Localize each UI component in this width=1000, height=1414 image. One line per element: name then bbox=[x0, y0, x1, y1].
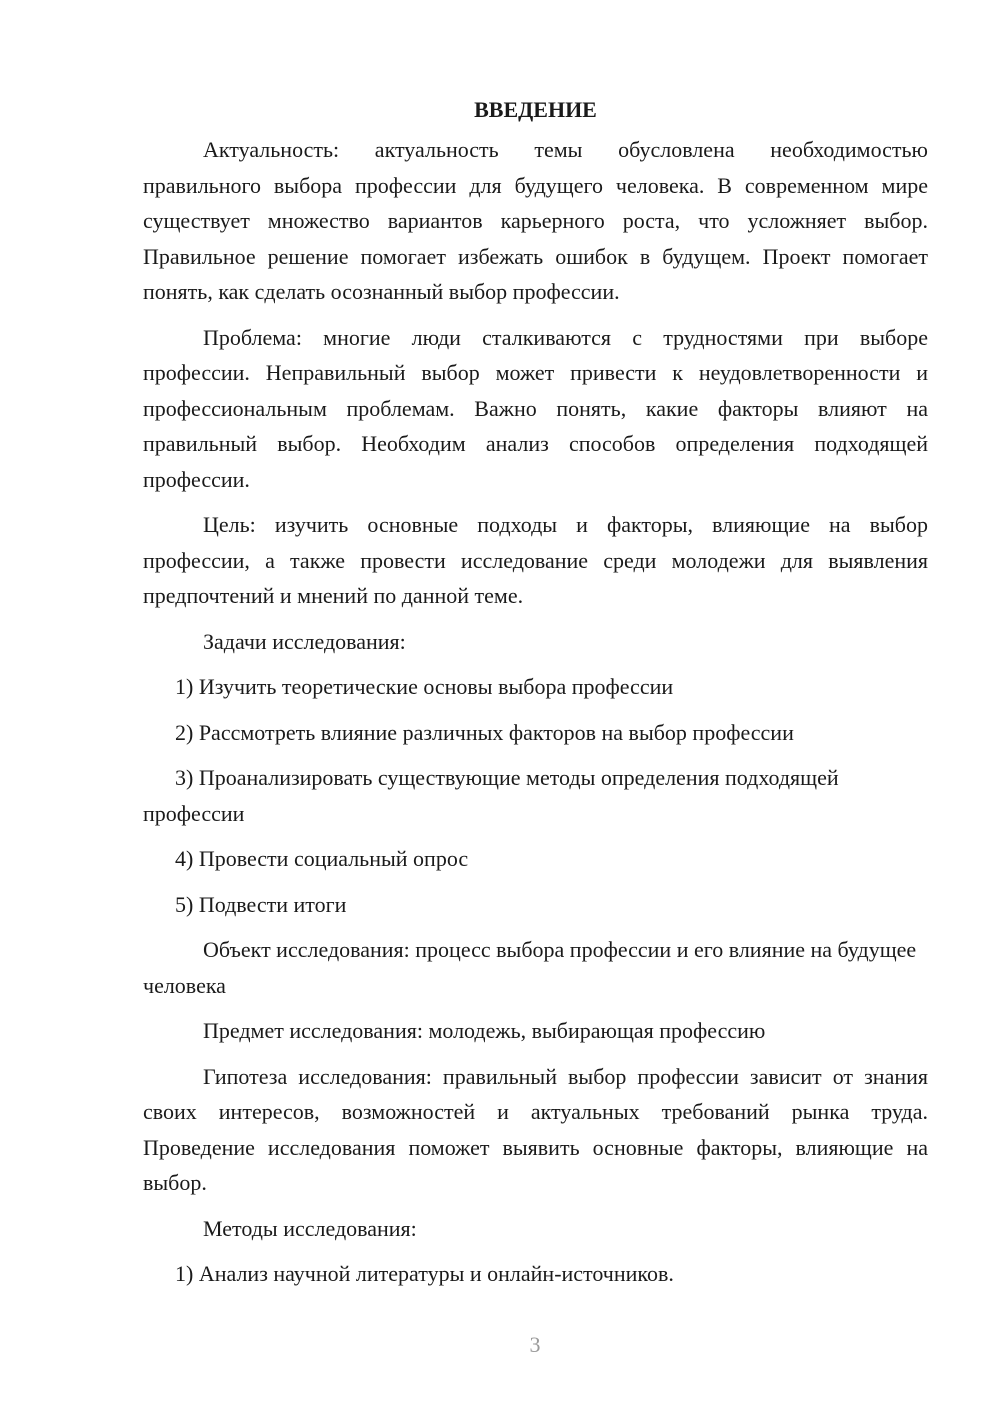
method-item-1: 1) Анализ научной литературы и онлайн-источников. bbox=[175, 1261, 674, 1286]
task-item-5: 5) Подвести итоги bbox=[175, 891, 347, 917]
task-item-3: 3) Проанализировать существующие методы определения подходящей профессии bbox=[143, 765, 839, 826]
task-item-4: 4) Провести социальный опрос bbox=[175, 846, 469, 871]
task-item-1: 1) Изучить теоретические основы выбора профессии bbox=[175, 674, 674, 699]
goal-paragraph: Цель: изучить основные подходы и факторы, влияющие на выбор профессии, а также провести исследование среди молодежи для выявления предпочтений и мнений по данной теме. bbox=[143, 512, 928, 608]
page-number: 3 bbox=[529, 1332, 541, 1357]
problem-paragraph: Проблема: многие люди сталкиваются с трудностями при выборе профессии. Неправильный выбор может привести к неудовлетворенности и профессиональным проблемам. Важно понять, какие факторы влияют на правильный выбор. Необходим анализ способов определения подходящей профессии. bbox=[143, 324, 928, 492]
subject-paragraph: Предмет исследования: молодежь, выбирающая профессию bbox=[203, 1018, 766, 1043]
object-paragraph: Объект исследования: процесс выбора профессии и его влияние на будущее человека bbox=[143, 937, 917, 998]
relevance-paragraph: Актуальность: актуальность темы обусловлена необходимостью правильного выбора профессии для будущего человека. В современном мире существует множество вариантов карьерного роста, что усложняет выбор. Правильное решение помогает избежать ошибок в будущем. Проект помогает понять, как сделать осознанный выбор профессии. bbox=[143, 137, 928, 304]
section-heading: ВВЕДЕНИЕ bbox=[474, 97, 597, 122]
task-item-2: 2) Рассмотреть влияние различных факторов на выбор профессии bbox=[175, 719, 794, 745]
tasks-heading: Задачи исследования: bbox=[203, 628, 406, 654]
hypothesis-paragraph: Гипотеза исследования: правильный выбор профессии зависит от знания своих интересов, возможностей и актуальных требований рынка труда. Проведение исследования поможет выявить основные факторы, влияющие на выбор. bbox=[143, 1063, 928, 1195]
document-page bbox=[143, 92, 928, 1302]
methods-heading: Методы исследования: bbox=[203, 1215, 417, 1241]
